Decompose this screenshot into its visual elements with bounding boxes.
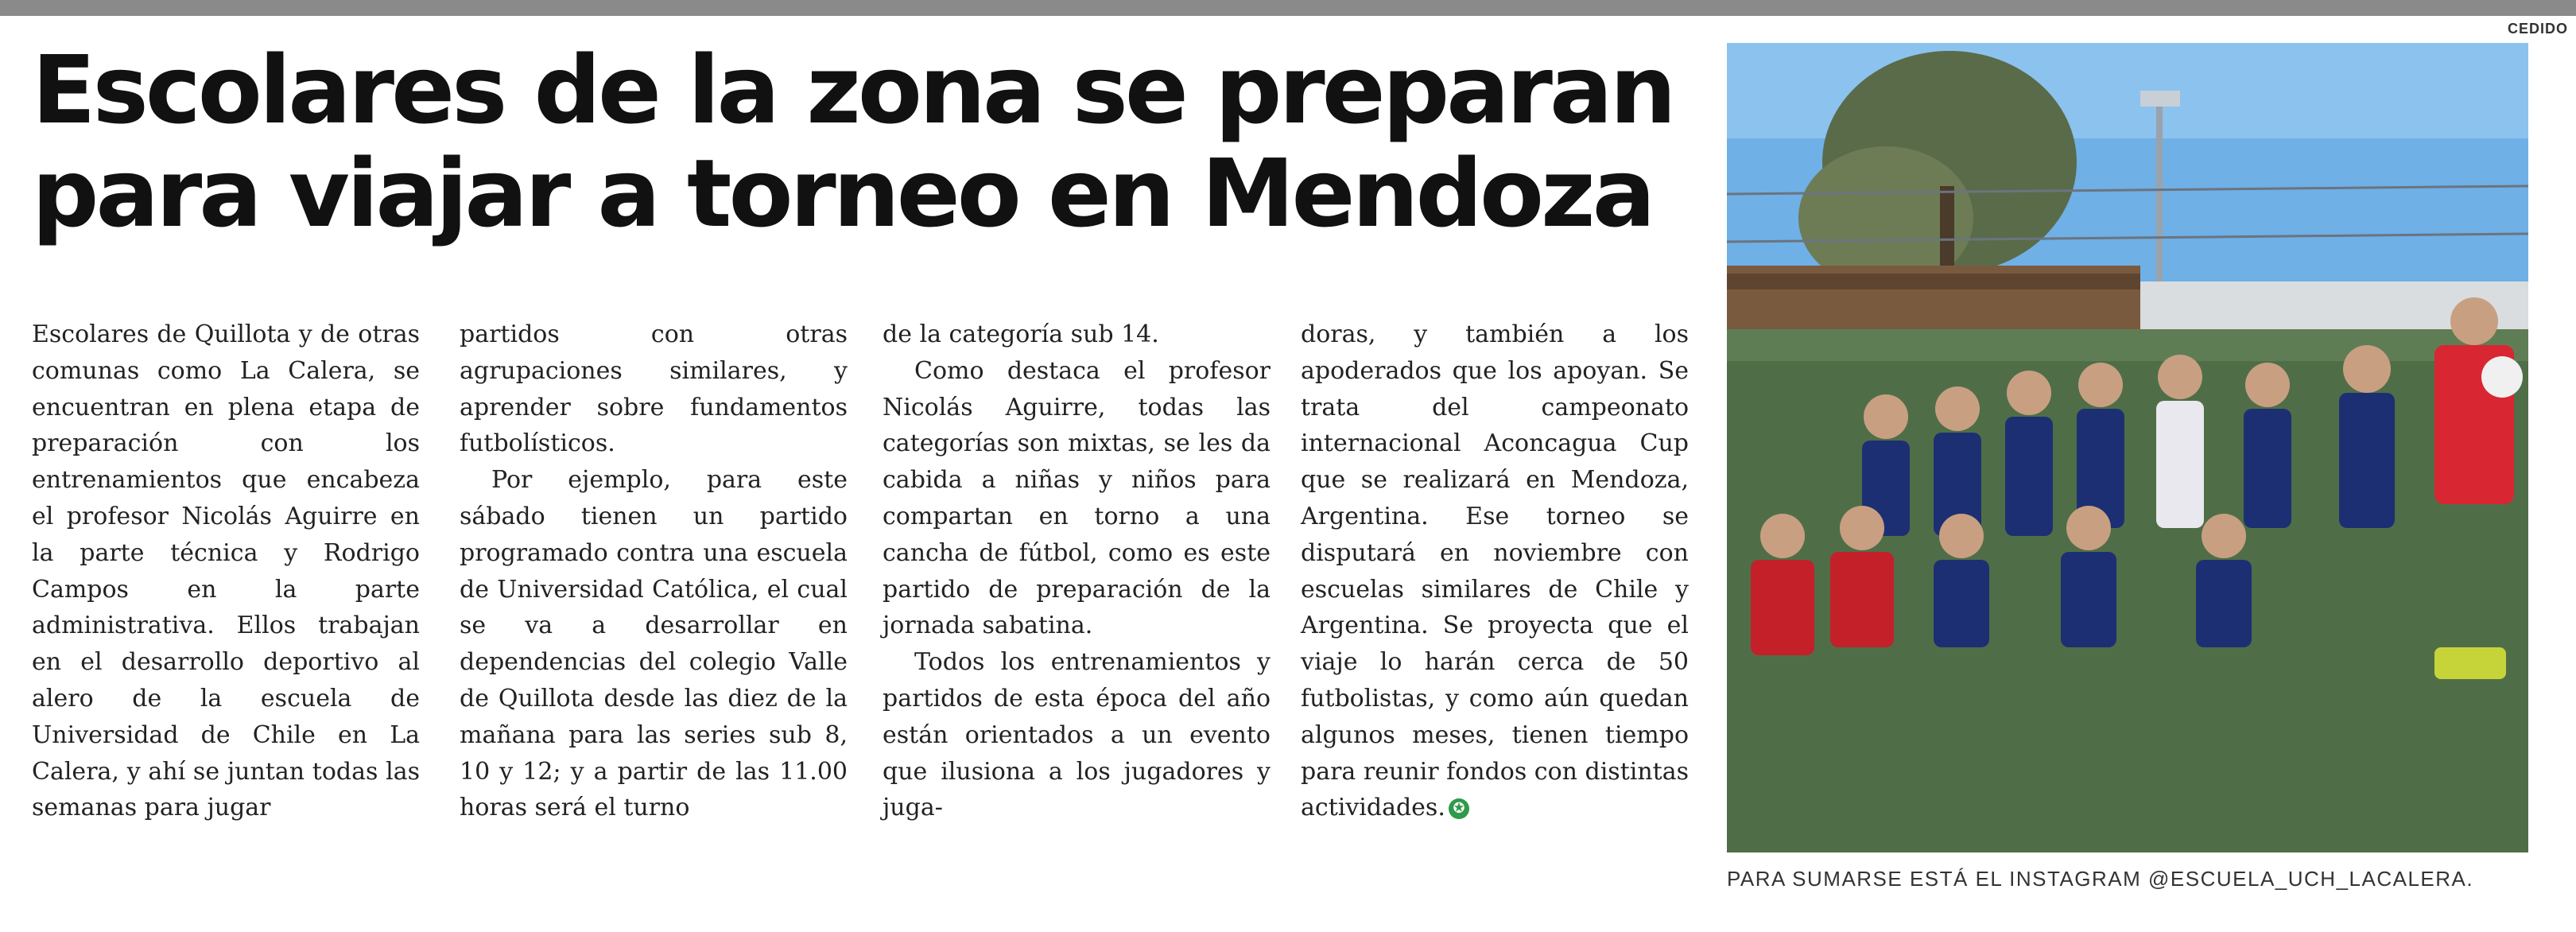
end-of-article-icon: ✪ xyxy=(1449,798,1469,819)
paragraph: de la categoría sub 14. xyxy=(883,320,1159,348)
body-column-1 xyxy=(32,316,420,826)
paragraph-text: doras, y también a los apoderados que los apoyan. Se trata del campeonato internacional Aconcagua Cup que se realizará en Mendoza, Argentina. Ese torneo se disputará en noviembre con escuelas similares de Chile y Argentina. Se proyecta que el viaje lo harán cerca de 50 futbolistas, y como aún quedan algunos meses, tienen tiempo para reunir fondos con distintas actividades. xyxy=(1301,320,1689,822)
paragraph: Como destaca el profesor Nicolás Aguirre, todas las categorías son mixtas, se les da cabida a niñas y niños para compartan en torno a una cancha de fútbol, como es este partido de preparación de la jornada sabatina. xyxy=(883,356,1271,640)
team-photo xyxy=(1727,43,2528,852)
top-rule xyxy=(0,0,2576,16)
body-column-3 xyxy=(883,316,1271,826)
paragraph xyxy=(1301,316,1689,826)
photo-caption: PARA SUMARSE ESTÁ EL INSTAGRAM @ESCUELA_UCH_LACALERA. xyxy=(1727,867,2474,891)
paragraph: Por ejemplo, para este sábado tienen un partido programado contra una escuela de Universidad Católica, el cual se va a desarrollar en dependencias del colegio Valle de Quillota desde las diez de la mañana para las series sub 8, 10 y 12; y a partir de las 11.00 horas será el turno xyxy=(460,466,848,822)
headline: Escolares de la zona se preparan para viajar a torneo en Mendoza xyxy=(32,35,1674,248)
body-column-4 xyxy=(1301,316,1689,826)
body-column-2 xyxy=(460,316,848,826)
paragraph: partidos con otras agrupaciones similares, y aprender sobre fundamentos futbolísticos. xyxy=(460,320,848,458)
photo-credit: CEDIDO xyxy=(2507,21,2568,37)
paragraph: Todos los entrenamientos y partidos de esta época del año están orientados a un evento que ilusiona a los jugadores y juga- xyxy=(883,648,1271,822)
paragraph: Escolares de Quillota y de otras comunas como La Calera, se encuentran en plena etapa de preparación con los entrenamientos que encabeza el profesor Nicolás Aguirre en la parte técnica y Rodrigo Campos en la parte administrativa. Ellos trabajan en el desarrollo deportivo al alero de la escuela de Universidad de Chile en La Calera, y ahí se juntan todas las semanas para jugar xyxy=(32,320,420,822)
